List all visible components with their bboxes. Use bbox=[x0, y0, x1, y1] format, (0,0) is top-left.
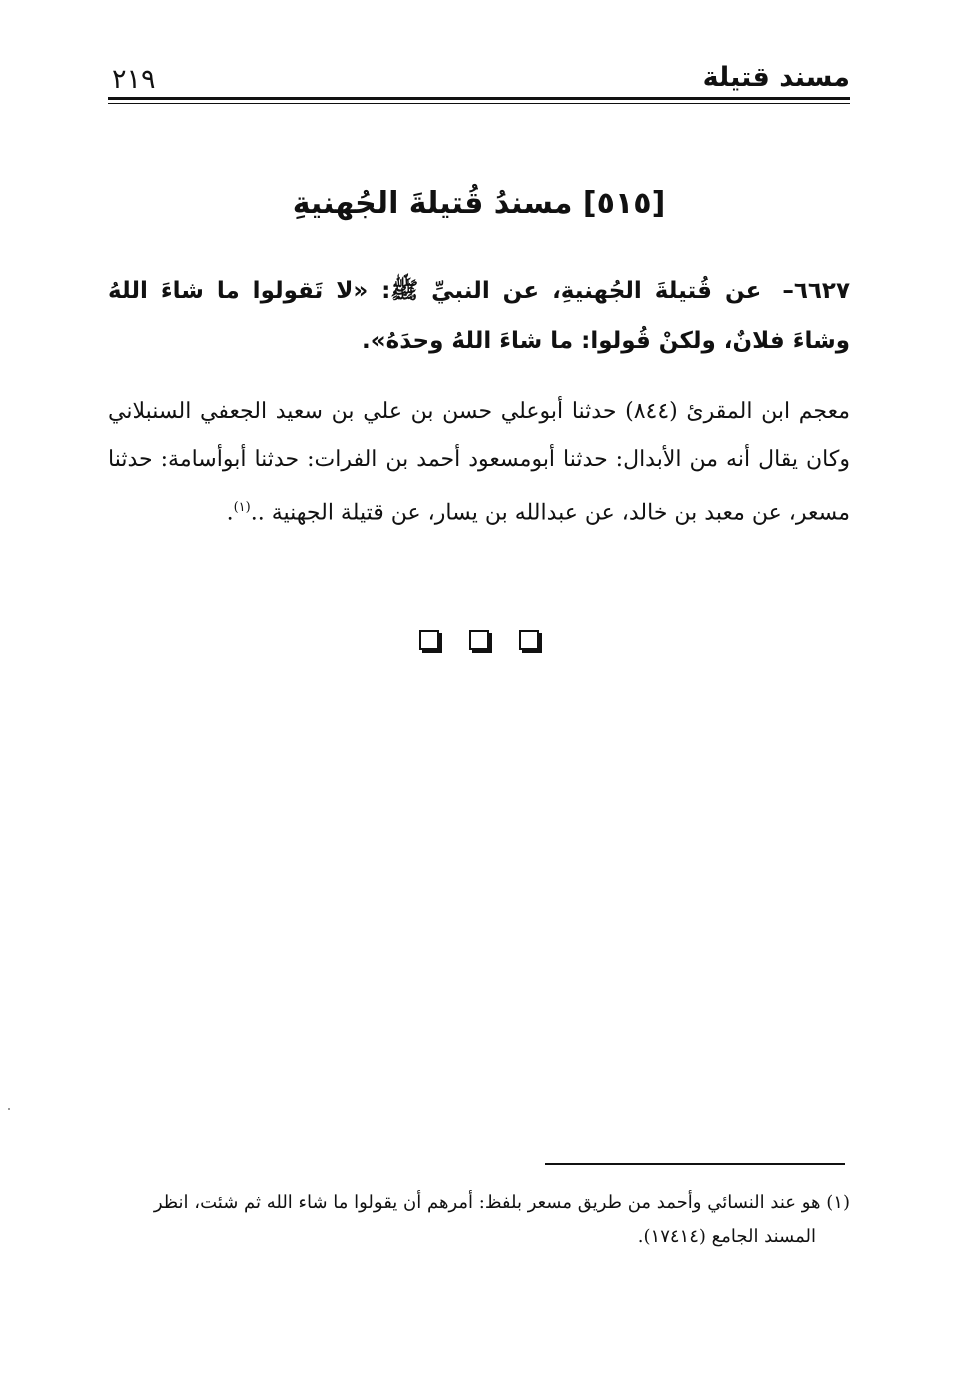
footnote-line-2: المسند الجامع (١٧٤١٤). bbox=[637, 1226, 816, 1247]
source-text: معجم ابن المقرئ (٨٤٤) حدثنا أبوعلي حسن بن علي بن سعيد الجعفي السنبلاني وكان يقال أنه من الأبدال: حدثنا أبومسعود أحمد بن الفرات: حدثنا أبوأسامة: حدثنا مسعر، عن معبد بن خالد، عن عبدالله بن يسار، عن قتيلة الجهنية .. bbox=[108, 399, 851, 526]
footnote-marker: (١) bbox=[826, 1192, 850, 1213]
hadith-paragraph bbox=[108, 266, 850, 366]
hadith-text: عن قُتيلةَ الجُهنيةِ، عن النبيِّ ﷺ: «لا تَقولوا ما شاءَ اللهُ وشاءَ فلانٌ، ولكنْ قُولوا: ما شاءَ اللهُ وحدَهُ». bbox=[108, 278, 850, 354]
separator-square-icon bbox=[419, 630, 439, 650]
running-header bbox=[108, 58, 850, 98]
footnote-rule bbox=[545, 1163, 845, 1165]
separator-square-icon bbox=[469, 630, 489, 650]
running-title: مسند قتيلة bbox=[702, 62, 850, 93]
scan-speck bbox=[8, 1108, 10, 1110]
section-separator bbox=[108, 630, 850, 654]
header-rule-thick bbox=[108, 97, 850, 100]
section-heading: [٥١٥] مسندُ قُتيلةَ الجُهنيةِ bbox=[292, 186, 666, 221]
footnote bbox=[108, 1186, 850, 1254]
page-number: ٢١٩ bbox=[112, 64, 156, 95]
header-rule-thin bbox=[108, 103, 850, 104]
footnote-reference[interactable]: (١) bbox=[233, 500, 251, 515]
separator-square-icon bbox=[519, 630, 539, 650]
source-end: . bbox=[226, 500, 234, 526]
footnote-line-1: هو عند النسائي وأحمد من طريق مسعر بلفظ: أمرهم أن يقولوا ما شاء الله ثم شئت، انظر bbox=[153, 1192, 821, 1213]
hadith-number: ٦٦٢٧– bbox=[782, 278, 850, 304]
source-paragraph bbox=[108, 388, 850, 537]
